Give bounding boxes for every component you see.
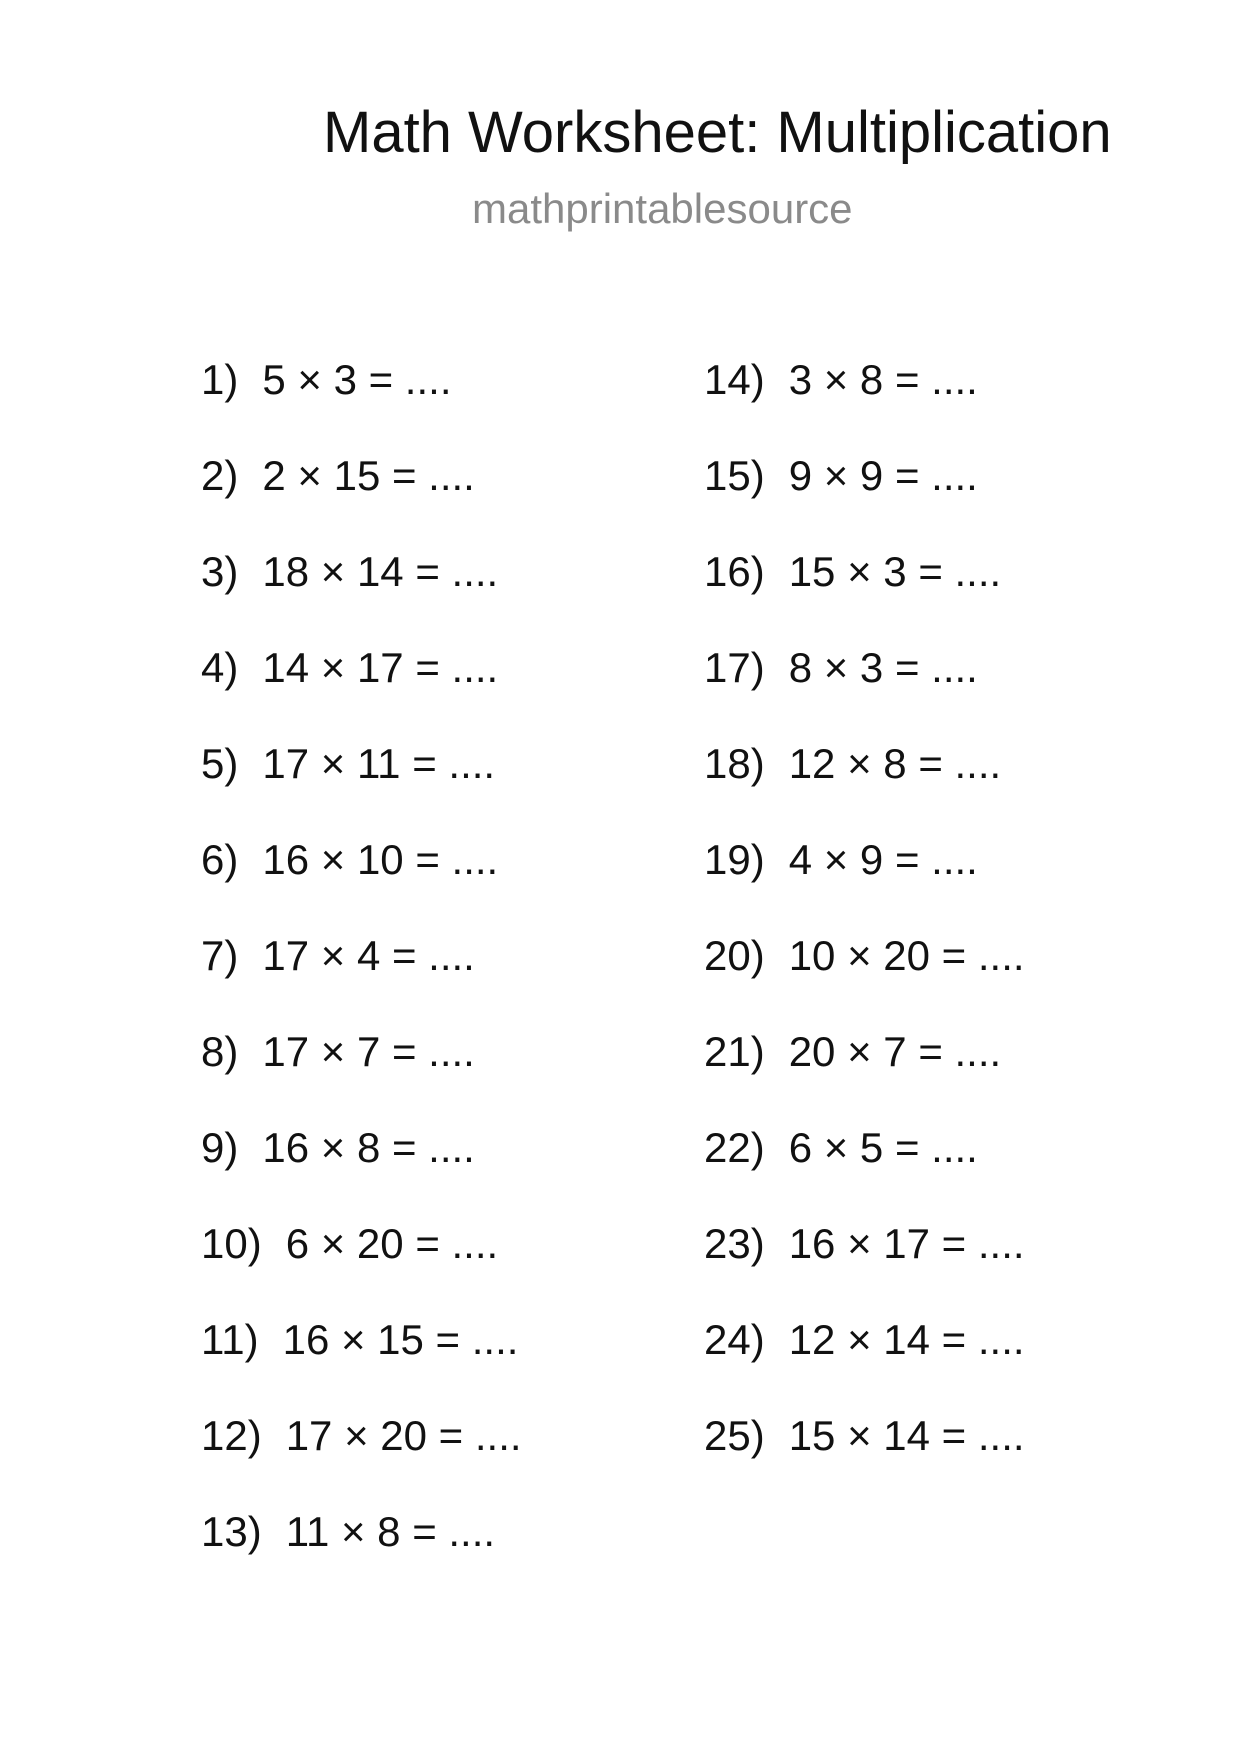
problem-number: 8): [201, 1028, 239, 1075]
problem-expression: 2 × 15 = ....: [262, 452, 475, 499]
problem-list-right: [704, 350, 1025, 1502]
problem-item: [704, 542, 1025, 638]
problem-number: 3): [201, 548, 239, 595]
problem-item: [704, 1214, 1025, 1310]
problem-number: 19): [704, 836, 765, 883]
problem-item: [201, 1214, 522, 1310]
problem-item: [201, 542, 522, 638]
problem-expression: 20 × 7 = ....: [788, 1028, 1002, 1075]
problem-expression: 14 × 17 = ....: [262, 644, 499, 691]
problem-number: 23): [704, 1220, 765, 1267]
problem-expression: 16 × 15 = ....: [282, 1316, 519, 1363]
problem-item: [201, 1022, 522, 1118]
problem-expression: 16 × 8 = ....: [262, 1124, 475, 1171]
problem-item: [704, 638, 1025, 734]
problem-item: [201, 350, 522, 446]
problem-number: 5): [201, 740, 239, 787]
problem-expression: 4 × 9 = ....: [788, 836, 978, 883]
problem-number: 18): [704, 740, 765, 787]
problem-number: 25): [704, 1412, 765, 1459]
problem-number: 17): [704, 644, 765, 691]
problem-number: 10): [201, 1220, 262, 1267]
problem-item: [201, 638, 522, 734]
problem-number: 9): [201, 1124, 239, 1171]
problem-item: [704, 1022, 1025, 1118]
problem-number: 16): [704, 548, 765, 595]
problem-number: 21): [704, 1028, 765, 1075]
problem-number: 6): [201, 836, 239, 883]
problem-expression: 5 × 3 = ....: [262, 356, 452, 403]
problem-item: [704, 350, 1025, 446]
problem-item: [704, 734, 1025, 830]
problem-expression: 9 × 9 = ....: [788, 452, 978, 499]
problem-number: 4): [201, 644, 239, 691]
problem-item: [704, 446, 1025, 542]
problem-number: 24): [704, 1316, 765, 1363]
problem-number: 13): [201, 1508, 262, 1555]
problem-expression: 6 × 20 = ....: [285, 1220, 499, 1267]
problem-expression: 17 × 4 = ....: [262, 932, 475, 979]
problem-item: [201, 926, 522, 1022]
problem-expression: 16 × 17 = ....: [788, 1220, 1025, 1267]
problem-number: 12): [201, 1412, 262, 1459]
problem-number: 2): [201, 452, 239, 499]
problem-item: [704, 1310, 1025, 1406]
problem-list-left: [201, 350, 522, 1598]
problem-expression: 18 × 14 = ....: [262, 548, 499, 595]
problem-number: 22): [704, 1124, 765, 1171]
problem-expression: 6 × 5 = ....: [788, 1124, 978, 1171]
problem-item: [201, 1406, 522, 1502]
problem-expression: 17 × 11 = ....: [262, 740, 496, 787]
problem-number: 15): [704, 452, 765, 499]
problem-item: [201, 830, 522, 926]
problem-item: [201, 1118, 522, 1214]
problem-item: [704, 1118, 1025, 1214]
problem-expression: 17 × 7 = ....: [262, 1028, 475, 1075]
problem-number: 11): [201, 1316, 259, 1363]
problem-item: [201, 446, 522, 542]
problem-expression: 17 × 20 = ....: [285, 1412, 522, 1459]
problem-item: [201, 1310, 522, 1406]
problem-expression: 16 × 10 = ....: [262, 836, 499, 883]
page-subtitle: mathprintablesource: [472, 185, 853, 232]
problem-expression: 12 × 14 = ....: [788, 1316, 1025, 1363]
problem-item: [704, 830, 1025, 926]
problem-expression: 15 × 3 = ....: [788, 548, 1002, 595]
problem-item: [201, 1502, 522, 1598]
problem-expression: 3 × 8 = ....: [788, 356, 978, 403]
problem-item: [704, 1406, 1025, 1502]
problem-expression: 12 × 8 = ....: [788, 740, 1002, 787]
problem-item: [201, 734, 522, 830]
problem-expression: 11 × 8 = ....: [285, 1508, 496, 1555]
problem-item: [704, 926, 1025, 1022]
problem-number: 14): [704, 356, 765, 403]
problem-number: 20): [704, 932, 765, 979]
problem-expression: 10 × 20 = ....: [788, 932, 1025, 979]
problem-expression: 8 × 3 = ....: [788, 644, 978, 691]
problem-number: 7): [201, 932, 239, 979]
problem-expression: 15 × 14 = ....: [788, 1412, 1025, 1459]
page-title: Math Worksheet: Multiplication: [323, 100, 1112, 165]
problem-number: 1): [201, 356, 239, 403]
